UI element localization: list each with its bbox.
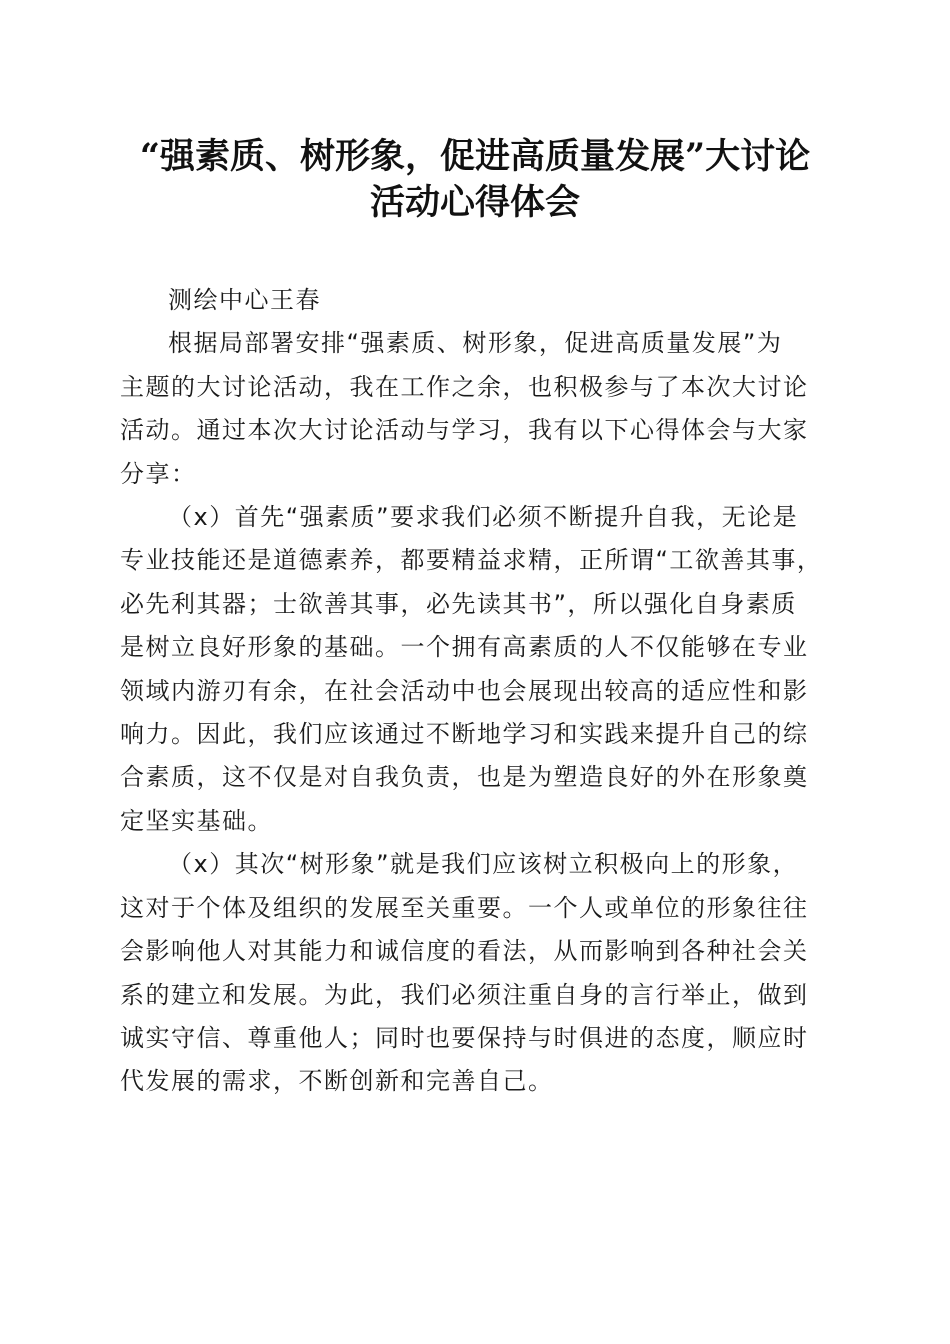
text-line: 合素质，这不仅是对自我负责，也是为塑造良好的外在形象奠 bbox=[120, 763, 809, 792]
text-line: （x）首先“强素质”要求我们必须不断提升自我，无论是 bbox=[168, 503, 799, 532]
text-line: 领域内游刃有余，在社会活动中也会展现出较高的适应性和影 bbox=[120, 676, 809, 705]
author-line: 测绘中心王春 bbox=[168, 286, 321, 314]
text-line: （x）其次“树形象”就是我们应该树立积极向上的形象， bbox=[168, 850, 799, 879]
paragraph-build-image bbox=[120, 843, 832, 1103]
title-line-2: 活动心得体会 bbox=[369, 182, 580, 223]
text-line: 响力。因此，我们应该通过不断地学习和实践来提升自己的综 bbox=[120, 720, 809, 749]
text-line: 根据局部署安排“强素质、树形象，促进高质量发展”为 bbox=[168, 329, 783, 358]
text-line: 这对于个体及组织的发展至关重要。一个人或单位的形象往往 bbox=[120, 893, 809, 922]
text-line: 诚实守信、尊重他人；同时也要保持与时俱进的态度，顺应时 bbox=[120, 1023, 809, 1052]
text-line: 主题的大讨论活动，我在工作之余，也积极参与了本次大讨论 bbox=[120, 372, 809, 401]
text-line: 分享： bbox=[120, 459, 197, 488]
text-line: 必先利其器；士欲善其事，必先读其书”，所以强化自身素质 bbox=[120, 589, 797, 618]
text-line: 系的建立和发展。为此，我们必须注重自身的言行举止，做到 bbox=[120, 980, 809, 1009]
text-line: 会影响他人对其能力和诚信度的看法，从而影响到各种社会关 bbox=[120, 937, 809, 966]
text-line: 专业技能还是道德素养，都要精益求精，正所谓“工欲善其事， bbox=[120, 546, 823, 575]
text-line: 是树立良好形象的基础。一个拥有高素质的人不仅能够在专业 bbox=[120, 633, 809, 662]
paragraph-strengthen-quality bbox=[120, 496, 832, 843]
text-line: 活动。通过本次大讨论活动与学习，我有以下心得体会与大家 bbox=[120, 416, 809, 445]
document-title bbox=[100, 134, 850, 226]
document-body bbox=[120, 279, 832, 1104]
paragraph-intro bbox=[120, 322, 832, 496]
title-line-1: “强素质、树形象，促进高质量发展”大讨论 bbox=[139, 136, 811, 177]
text-line: 代发展的需求，不断创新和完善自己。 bbox=[120, 1067, 554, 1096]
text-line: 定坚实基础。 bbox=[120, 806, 273, 835]
